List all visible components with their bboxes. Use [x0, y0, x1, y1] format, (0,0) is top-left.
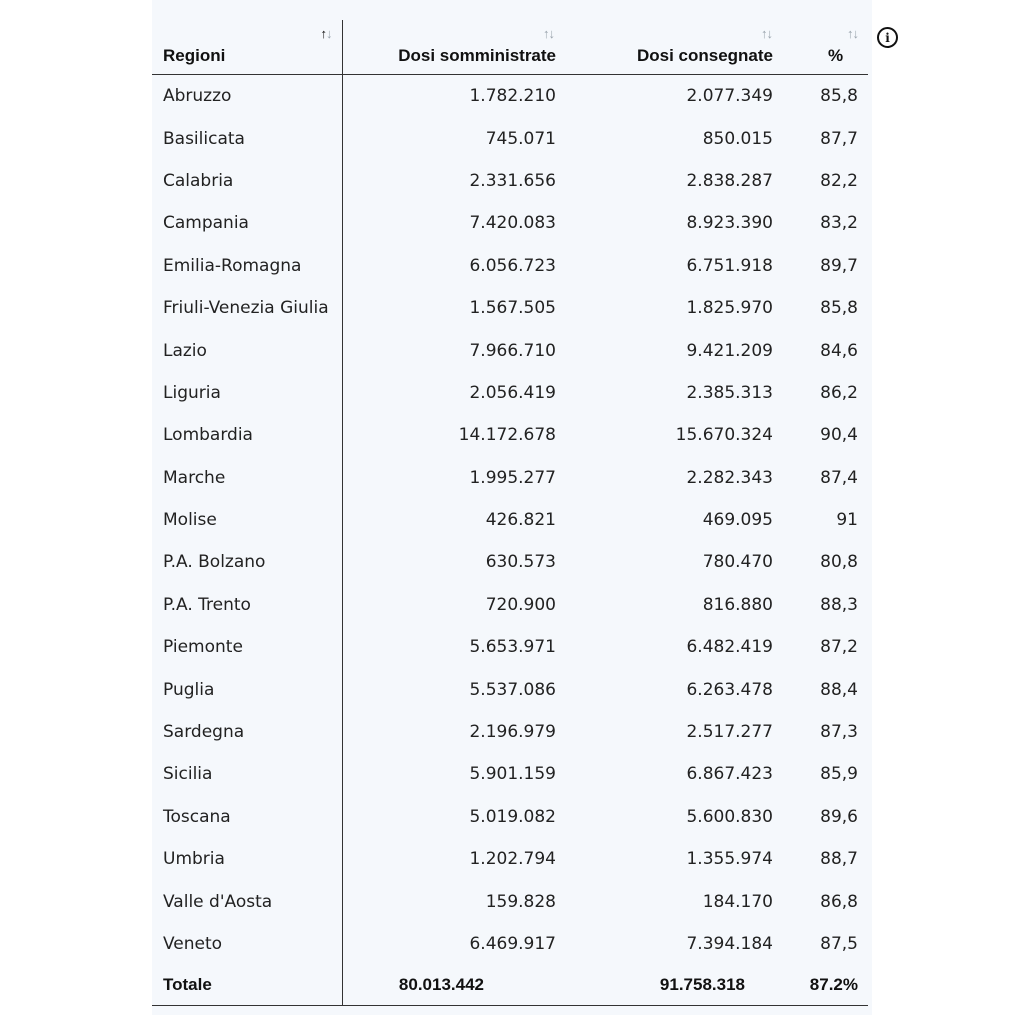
- table-row: [152, 626, 868, 668]
- cell-delivered: 1.825.970: [686, 298, 773, 319]
- total-label: Totale: [152, 965, 342, 1006]
- cell-percent: 89,6: [820, 806, 858, 827]
- table-row: [152, 796, 868, 838]
- cell-administered: 6.469.917: [469, 934, 556, 954]
- cell-administered: 6.056.723: [469, 255, 556, 276]
- cell-administered: 2.196.979: [469, 722, 556, 743]
- cell-administered: 7.966.710: [469, 340, 556, 361]
- sort-percent-icon[interactable]: [847, 26, 858, 41]
- header-dosi-somministrate[interactable]: [342, 20, 592, 75]
- cell-delivered: 9.421.209: [686, 340, 773, 361]
- cell-region: Basilicata: [152, 117, 342, 159]
- table-row: [152, 838, 868, 880]
- total-percent: 87.2%: [802, 965, 868, 1006]
- table-row: [152, 923, 868, 965]
- cell-region: Campania: [152, 202, 342, 244]
- table-row: [152, 287, 868, 329]
- cell-administered: 2.056.419: [469, 382, 556, 403]
- cell-delivered: 15.670.324: [675, 425, 773, 446]
- sort-down-icon: ↓: [852, 26, 858, 41]
- table-row: [152, 329, 868, 371]
- cell-administered: 745.071: [485, 128, 556, 149]
- cell-administered: 1.567.505: [469, 298, 556, 319]
- cell-region: P.A. Trento: [152, 584, 342, 626]
- cell-percent: 80,8: [820, 552, 858, 573]
- cell-delivered: 184.170: [702, 891, 773, 912]
- cell-percent: 86,8: [820, 891, 858, 912]
- cell-administered: 5.019.082: [469, 806, 556, 827]
- cell-percent: 87,5: [820, 934, 858, 954]
- cell-percent: 88,4: [820, 679, 858, 700]
- info-icon[interactable]: i: [877, 27, 898, 48]
- cell-delivered: 469.095: [702, 510, 773, 531]
- cell-region: Liguria: [152, 372, 342, 414]
- sort-down-icon: ↓: [548, 26, 554, 41]
- sort-up-icon: ↑: [543, 26, 549, 41]
- cell-percent: 85,9: [820, 764, 858, 785]
- sort-regioni-icon[interactable]: [321, 26, 332, 41]
- cell-delivered: 6.482.419: [686, 637, 773, 658]
- header-percent[interactable]: [802, 20, 868, 75]
- header-label: Dosi somministrate: [398, 46, 556, 65]
- table-body: [152, 75, 868, 1006]
- cell-region: Toscana: [152, 796, 342, 838]
- cell-delivered: 6.263.478: [686, 679, 773, 700]
- cell-delivered: 2.385.313: [686, 382, 773, 403]
- cell-region: Friuli-Venezia Giulia: [152, 287, 342, 329]
- total-administered: 80.013.442: [342, 965, 592, 1006]
- table-row: [152, 753, 868, 795]
- table-row: [152, 414, 868, 456]
- cell-percent: 88,3: [820, 594, 858, 615]
- table-row: [152, 202, 868, 244]
- sort-dosi-somministrate-icon[interactable]: [543, 26, 554, 41]
- cell-region: Piemonte: [152, 626, 342, 668]
- cell-administered: 14.172.678: [458, 425, 556, 446]
- cell-percent: 86,2: [820, 382, 858, 403]
- cell-region: Abruzzo: [152, 75, 342, 118]
- cell-delivered: 7.394.184: [686, 934, 773, 954]
- cell-administered: 1.202.794: [469, 849, 556, 870]
- cell-percent: 82,2: [820, 170, 858, 191]
- cell-percent: 88,7: [820, 849, 858, 870]
- cell-delivered: 780.470: [702, 552, 773, 573]
- table-row: [152, 711, 868, 753]
- cell-region: Sicilia: [152, 753, 342, 795]
- cell-delivered: 2.077.349: [686, 86, 773, 107]
- table-row: [152, 245, 868, 287]
- cell-region: Calabria: [152, 160, 342, 202]
- cell-administered: 1.782.210: [469, 86, 556, 107]
- header-label: Dosi consegnate: [636, 46, 773, 65]
- cell-region: Valle d'Aosta: [152, 880, 342, 922]
- cell-percent: 87,3: [820, 722, 858, 743]
- cell-delivered: 850.015: [702, 128, 773, 149]
- vaccine-doses-table: [152, 20, 868, 1006]
- cell-percent: 87,4: [820, 467, 858, 488]
- total-delivered: 91.758.318: [592, 965, 802, 1006]
- cell-delivered: 2.282.343: [686, 467, 773, 488]
- header-regioni[interactable]: [152, 20, 342, 75]
- header-label: Regioni: [163, 46, 226, 65]
- total-row: [152, 965, 868, 1006]
- cell-percent: 91: [836, 510, 858, 531]
- cell-administered: 5.901.159: [469, 764, 556, 785]
- cell-region: Puglia: [152, 668, 342, 710]
- table-row: [152, 117, 868, 159]
- cell-delivered: 1.355.974: [686, 849, 773, 870]
- cell-delivered: 816.880: [702, 594, 773, 615]
- table-row: [152, 457, 868, 499]
- table-row: [152, 499, 868, 541]
- cell-region: Molise: [152, 499, 342, 541]
- cell-delivered: 5.600.830: [686, 806, 773, 827]
- cell-percent: 83,2: [820, 213, 858, 234]
- cell-percent: 84,6: [820, 340, 858, 361]
- cell-percent: 89,7: [820, 255, 858, 276]
- cell-region: Lazio: [152, 329, 342, 371]
- table-row: [152, 668, 868, 710]
- cell-percent: 85,8: [820, 298, 858, 319]
- cell-percent: 85,8: [820, 86, 858, 107]
- cell-administered: 2.331.656: [469, 170, 556, 191]
- cell-administered: 426.821: [485, 510, 556, 531]
- sort-up-icon: ↑: [320, 26, 326, 41]
- cell-region: Lombardia: [152, 414, 342, 456]
- cell-percent: 90,4: [820, 425, 858, 446]
- table-row: [152, 372, 868, 414]
- table-row: [152, 880, 868, 922]
- cell-administered: 5.653.971: [469, 637, 556, 658]
- cell-delivered: 6.751.918: [686, 255, 773, 276]
- cell-administered: 159.828: [485, 891, 556, 912]
- table-row: [152, 75, 868, 118]
- cell-region: Marche: [152, 457, 342, 499]
- header-label: %: [828, 46, 844, 65]
- cell-delivered: 2.517.277: [686, 722, 773, 743]
- table-row: [152, 541, 868, 583]
- table-header-row: [152, 20, 868, 75]
- table-row: [152, 584, 868, 626]
- cell-region: Veneto: [152, 923, 342, 965]
- cell-delivered: 8.923.390: [686, 213, 773, 234]
- header-dosi-consegnate[interactable]: [592, 20, 802, 75]
- cell-percent: 87,7: [820, 128, 858, 149]
- cell-percent: 87,2: [820, 637, 858, 658]
- cell-administered: 630.573: [485, 552, 556, 573]
- sort-dosi-consegnate-icon[interactable]: [761, 26, 772, 41]
- cell-region: Emilia-Romagna: [152, 245, 342, 287]
- cell-administered: 7.420.083: [469, 213, 556, 234]
- sort-up-icon: ↑: [761, 26, 767, 41]
- cell-region: P.A. Bolzano: [152, 541, 342, 583]
- cell-delivered: 2.838.287: [686, 170, 773, 191]
- table-row: [152, 160, 868, 202]
- cell-administered: 720.900: [485, 594, 556, 615]
- cell-administered: 5.537.086: [469, 679, 556, 700]
- cell-delivered: 6.867.423: [686, 764, 773, 785]
- sort-down-icon: ↓: [766, 26, 772, 41]
- cell-administered: 1.995.277: [469, 467, 556, 488]
- sort-down-icon: ↓: [326, 26, 332, 41]
- cell-region: Umbria: [152, 838, 342, 880]
- cell-region: Sardegna: [152, 711, 342, 753]
- sort-up-icon: ↑: [847, 26, 853, 41]
